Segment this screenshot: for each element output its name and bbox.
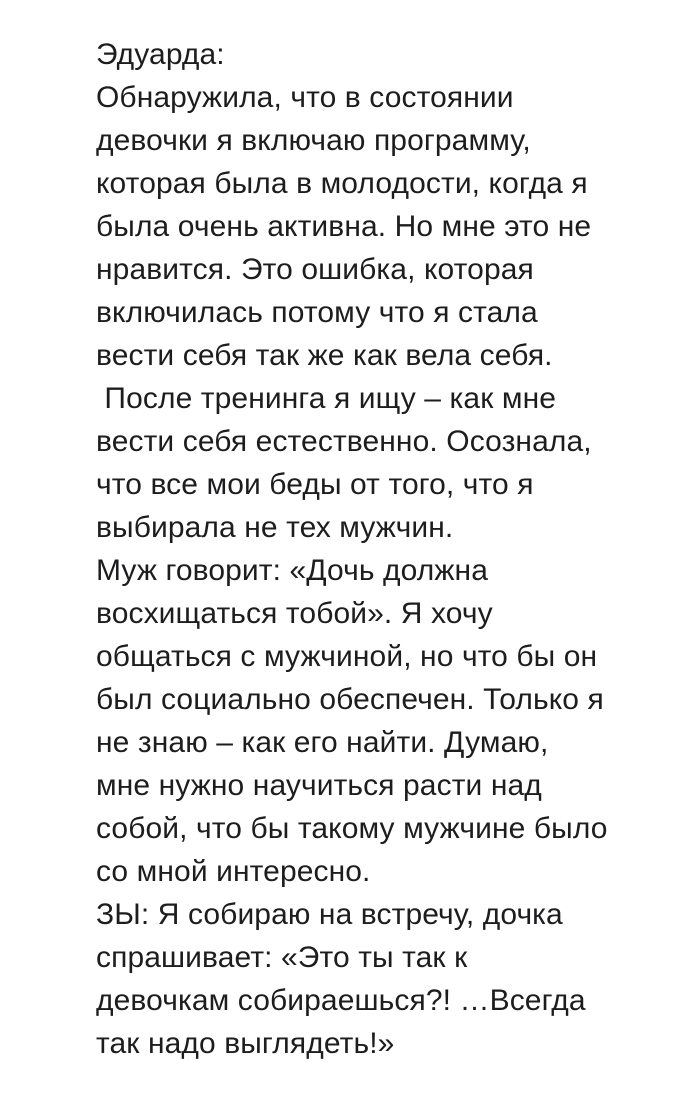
- text-line: ЗЫ: Я собираю на встречу, дочка: [96, 898, 563, 931]
- text-line: Обнаружила, что в состоянии: [96, 81, 514, 114]
- text-line: со мной интересно.: [96, 855, 371, 888]
- text-line: была очень активна. Но мне это не: [96, 210, 592, 243]
- text-line: спрашивает: «Это ты так к: [96, 941, 468, 974]
- text-line: включилась потому что я стала: [96, 296, 538, 329]
- text-line: не знаю – как его найти. Думаю,: [96, 726, 549, 759]
- text-line: Муж говорит: «Дочь должна: [96, 554, 488, 587]
- text-line: нравится. Это ошибка, которая: [96, 253, 534, 286]
- text-line: которая была в молодости, когда я: [96, 167, 588, 200]
- text-line: так надо выглядеть!»: [96, 1027, 395, 1060]
- text-line: Эдуарда:: [96, 38, 225, 71]
- text-line: вести себя так же как вела себя.: [96, 339, 553, 372]
- text-line: собой, что бы такому мужчине было: [96, 812, 608, 845]
- text-line: что все мои беды от того, что я: [96, 468, 534, 501]
- text-line: девочки я включаю программу,: [96, 124, 531, 157]
- text-line: девочкам собираешься?! …Всегда: [96, 984, 586, 1017]
- text-line: После тренинга я ищу – как мне: [96, 382, 557, 415]
- text-block: [96, 33, 689, 1065]
- text-line: выбирала не тех мужчин.: [96, 511, 454, 544]
- text-line: общаться с мужчиной, но что бы он: [96, 640, 598, 673]
- text-line: был социально обеспечен. Только я: [96, 683, 604, 716]
- text-line: восхищаться тобой». Я хочу: [96, 597, 493, 630]
- text-line: мне нужно научиться расти над: [96, 769, 542, 802]
- text-line: вести себя естественно. Осознала,: [96, 425, 592, 458]
